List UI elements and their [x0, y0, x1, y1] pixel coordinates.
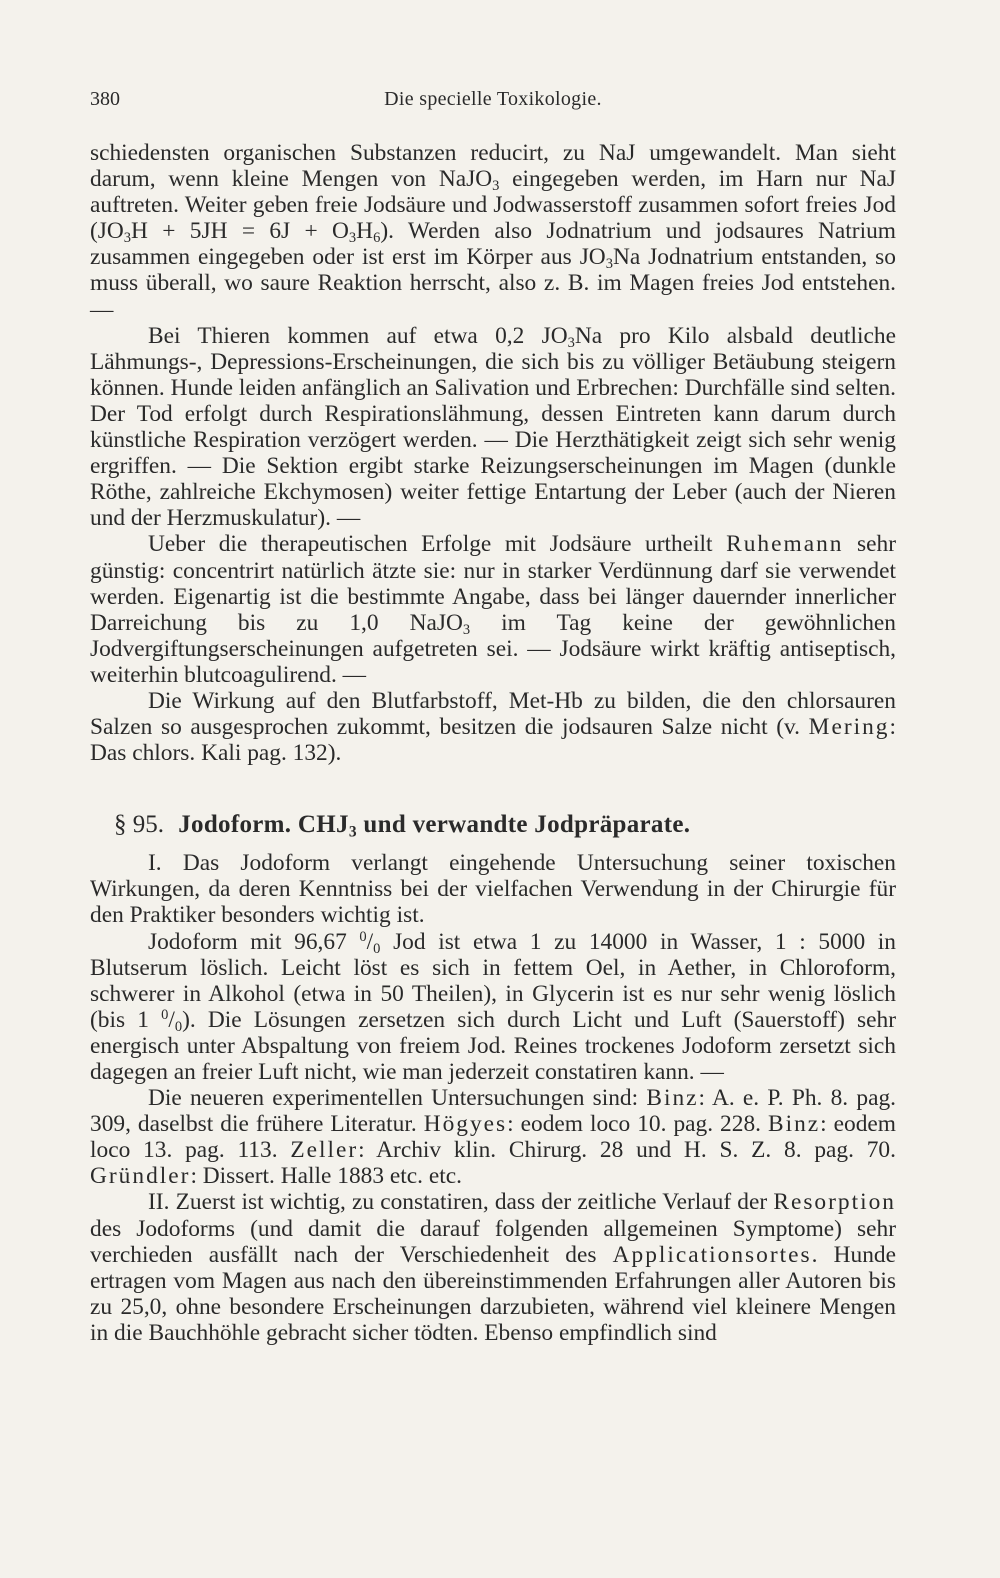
subscript: 3: [123, 230, 132, 247]
paragraph: [90, 850, 896, 928]
subscript: 3: [567, 334, 575, 351]
subscript: 0: [174, 1018, 183, 1035]
section-number: § 95.: [114, 811, 164, 839]
text-run: Ueber die therapeutischen Erfolge mit Jodsäure urtheilt: [148, 531, 727, 558]
text-run: Die Wirkung auf den Blutfarbstoff, Met-Hb zu bilden, die den chlorsauren Salzen so ausgesprochen zukommt, besitzen die jodsauren Salze nicht (v.: [90, 687, 896, 741]
paragraph: [90, 140, 896, 323]
text-run: Na Jodnatrium entstanden, so muss überall, wo saure Reaktion herrscht, also z. B. im Magen freies Jod entstehen. —: [90, 244, 896, 323]
text-run: sehr günstig: concentrirt natürlich ätzte sie: nur in starker Verdünnung darf sie verwendet werden. Eigenartig ist die bestimmte Angabe, dass bei länger dauernder innerlicher Darreichung bis zu 1,0 NaJO: [90, 531, 896, 636]
text-run: ). Die Lösungen zersetzen sich durch Licht und Luft (Sauerstoff) sehr energisch unter Abspaltung von freiem Jod. Reines trockenes Jodoform zersetzt sich dagegen an freier Luft nicht, wie man jederzeit constatiren kann. —: [90, 1006, 896, 1085]
text-run: : Das chlors. Kali pag. 132).: [90, 714, 896, 767]
subscript: 0: [373, 940, 381, 957]
paragraph: [90, 323, 896, 532]
subscript: 3: [492, 178, 500, 195]
text-run: Bei Thieren kommen auf etwa 0,2 JO: [148, 322, 568, 349]
text-run: Die neueren experimentellen Untersuchungen sind:: [148, 1085, 647, 1112]
text-run: /: [366, 928, 374, 955]
spaced-name: Zeller: [290, 1137, 359, 1164]
text-run: : A. e. P. Ph. 8. pag. 309, daselbst die frühere Literatur.: [90, 1085, 896, 1138]
text-run: I. Das Jodoform verlangt eingehende Untersuchung seiner toxischen Wirkungen, da deren Kenntniss bei der vielfachen Verwendung in der Chirurgie für den Praktiker besonders wichtig ist.: [90, 850, 896, 929]
text-run: eingegeben werden, im Harn nur NaJ auftreten. Weiter geben freie Jodsäure und Jodwasserstoff zusammen sofort freies Jod (JO: [90, 166, 896, 245]
spaced-name: Mering: [808, 714, 890, 741]
spaced-name: Ruhemann: [726, 531, 844, 558]
subscript: 6: [373, 230, 381, 247]
spaced-name: Högyes: [423, 1111, 508, 1138]
subscript: 3: [348, 823, 357, 841]
text-run: Jod ist etwa 1 zu 14000 in Wasser, 1 : 5000 in Blutserum löslich. Leicht löst es sich in fettem Oel, in Aether, in Chloroform, schwerer in Alkohol (etwa in 50 Theilen), in Glycerin ist es nur sehr wenig löslich (bis 1: [90, 928, 896, 1033]
paragraph: [90, 1085, 896, 1189]
superscript: 0: [161, 1006, 169, 1023]
spaced-name: Resorption: [773, 1189, 896, 1216]
text-run: : Dissert. Halle 1883 etc. etc.: [190, 1163, 462, 1190]
spaced-name: Binz: [646, 1085, 699, 1112]
text-run: /: [168, 1006, 175, 1033]
paragraph: [90, 1189, 896, 1346]
text-run: im Tag keine der gewöhnlichen Jodvergiftungserscheinungen aufgetreten sei. — Jodsäure wirkt kräftig antiseptisch, weiterhin blutcoagulirend. —: [90, 609, 897, 688]
text-run: : eodem loco 10. pag. 228.: [507, 1111, 768, 1138]
text-run: H: [356, 218, 374, 245]
subscript: 3: [348, 230, 357, 247]
text-run: : eodem loco 13. pag. 113.: [90, 1111, 896, 1164]
paragraphs-after-section: [90, 850, 896, 1346]
page-body: [90, 140, 896, 1346]
subscript: 3: [605, 256, 613, 273]
superscript: 0: [359, 928, 367, 945]
paragraph: [90, 688, 896, 766]
text-run: ). Werden also Jodnatrium und jodsaures Natrium zusammen eingegeben oder ist erst im Körper aus JO: [90, 218, 896, 271]
text-run: und verwandte Jodpräparate.: [356, 811, 691, 839]
text-run: Jodoform mit 96,67: [148, 928, 360, 955]
running-title: Die specielle Toxikologie.: [384, 88, 602, 110]
book-page: [90, 88, 896, 1346]
text-run: des Jodoforms (und damit die darauf folgenden allgemeinen Symptome) sehr verchieden ausfällt nach der Verschiedenheit des: [90, 1215, 896, 1268]
section-heading: [90, 810, 896, 840]
text-run: : Archiv klin. Chirurg. 28 und H. S. Z. 8. pag. 70.: [358, 1137, 896, 1164]
subscript: 3: [462, 621, 471, 638]
paragraph: [90, 929, 896, 1086]
text-run: II. Zuerst ist wichtig, zu constatiren, dass der zeitliche Verlauf der: [148, 1189, 774, 1216]
paragraphs-before-section: [90, 140, 896, 766]
page-number: 380: [90, 88, 120, 110]
text-run: Na pro Kilo alsbald deutliche Lähmungs-, Depressions-Erscheinungen, die sich bis zu völliger Betäubung steigern können. Hunde leiden anfänglich an Salivation und Erbrechen: Durchfälle sind selten. Der Tod erfolgt durch Respirationslähmung, dessen Eintreten kann darum durch künstliche Respiration verzögert werden. — Die Herzthätigkeit zeigt sich sehr wenig ergriffen. — Die Sektion ergibt starke Reizungserscheinungen im Magen (dunkle Röthe, zahlreiche Ekchymosen) weiter fettige Entartung der Leber (auch der Nieren und der Herzmuskulatur). —: [90, 322, 896, 532]
spaced-name: Gründler: [90, 1163, 191, 1190]
page-header: [90, 88, 896, 118]
text-run: Jodoform. CHJ: [178, 811, 349, 839]
text-run: schiedensten organischen Substanzen reducirt, zu NaJ umgewandelt. Man sieht darum, wenn kleine Mengen von NaJO: [90, 140, 896, 193]
spaced-name: Applicationsortes: [612, 1241, 812, 1268]
paragraph: [90, 531, 896, 688]
section-title: [178, 811, 691, 841]
text-run: . Hunde ertragen vom Magen aus nach den übereinstimmenden Erfahrungen aller Autoren bis zu 25,0, ohne besondere Erscheinungen darzubieten, während viel kleinere Mengen in die Bauchhöhle gebracht sicher tödten. Ebenso empfindlich sind: [90, 1241, 896, 1346]
spaced-name: Binz: [767, 1111, 821, 1138]
text-run: H + 5JH = 6J + O: [131, 218, 349, 245]
